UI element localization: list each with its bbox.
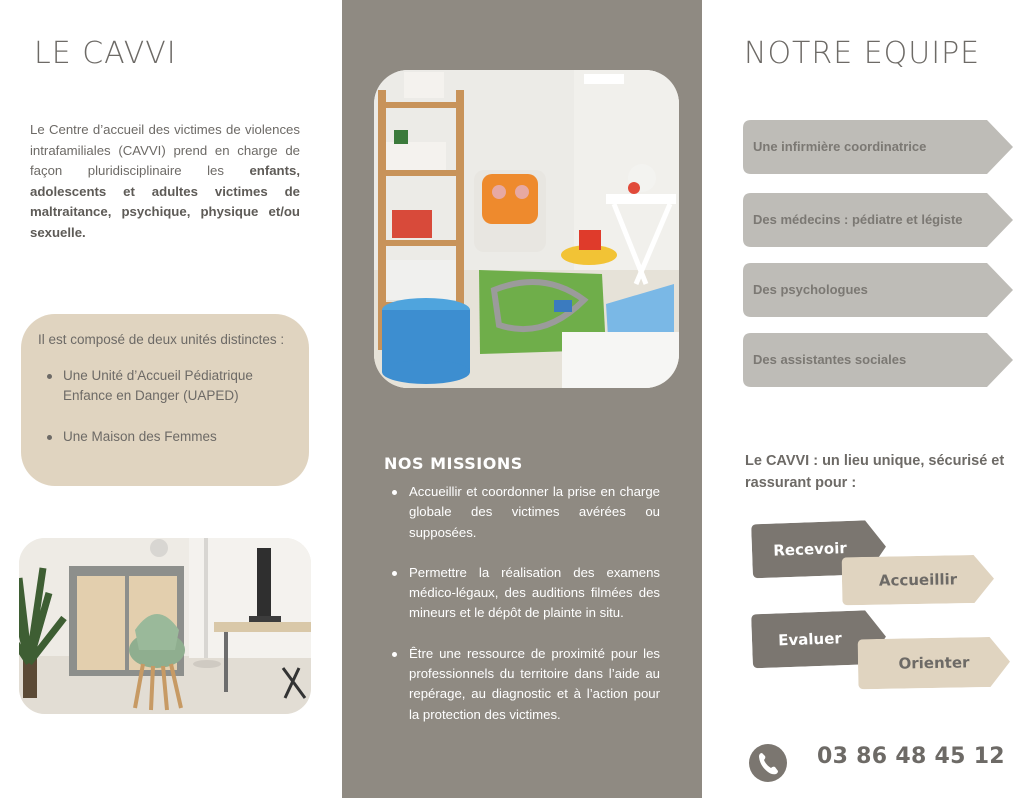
- left-panel-title: LE CAVVI: [34, 36, 177, 71]
- verb-tag-accueillir: [842, 555, 995, 606]
- missions-title: NOS MISSIONS: [384, 454, 523, 473]
- team-tag-label: Des psychologues: [753, 282, 868, 297]
- units-lead: Il est composé de deux unités distinctes :: [38, 332, 285, 347]
- verb-label-recevoir: Recevoir: [772, 539, 848, 560]
- office-photo-illustration: [19, 538, 311, 714]
- mission-item: Permettre la réalisation des examens médico-légaux, des auditions filmées des mineurs et le dépôt de plainte in situ.: [384, 563, 660, 624]
- missions-list: [384, 482, 660, 745]
- cavvi-intro: [30, 120, 300, 243]
- team-tag-psychologues: [743, 263, 1013, 317]
- lieu-statement: Le CAVVI : un lieu unique, sécurisé et rassurant pour :: [745, 453, 1005, 491]
- verb-label-evaluer: Evaluer: [777, 629, 843, 650]
- middle-panel: [342, 0, 702, 798]
- team-tag-label: Des médecins : pédiatre et légiste: [753, 212, 963, 227]
- verb-label-accueillir: Accueillir: [878, 570, 958, 590]
- team-tag-assistantes: [743, 333, 1013, 387]
- team-tag-medecins: [743, 193, 1013, 247]
- left-panel: [0, 0, 342, 798]
- team-tag-infirmiere: [743, 120, 1013, 174]
- team-tag-label: Des assistantes sociales: [753, 352, 907, 367]
- phone-glyph: [749, 744, 787, 782]
- office-photo: [19, 538, 311, 714]
- phone-icon: [749, 744, 787, 782]
- mission-item: Accueillir et coordonner la prise en charge globale des victimes avérées ou supposées.: [384, 482, 660, 543]
- right-panel-title: NOTRE EQUIPE: [744, 36, 981, 71]
- verb-tag-orienter: [858, 637, 1011, 690]
- team-tag-label: Une infirmière coordinatrice: [753, 139, 927, 154]
- intro-bold-text: enfants, adolescents et adultes victimes de maltraitance, psychique, physique et/ou sexuelle.: [30, 163, 300, 240]
- unit-item-uaped: Une Unité d’Accueil Pédiatrique Enfance en Danger (UAPED): [38, 366, 293, 406]
- phone-number: 03 86 48 45 12: [817, 744, 1005, 769]
- right-panel: [702, 0, 1024, 798]
- units-list: [38, 366, 293, 447]
- playroom-photo-illustration: [374, 70, 679, 388]
- verb-label-orienter: Orienter: [898, 653, 970, 673]
- unit-item-maison-femmes: Une Maison des Femmes: [38, 427, 293, 447]
- units-box: [21, 314, 309, 486]
- mission-item: Être une ressource de proximité pour les professionnels du territoire dans l’aide au repérage, au diagnostic et à l’action pour la protection des victimes.: [384, 644, 660, 725]
- playroom-photo: [374, 70, 679, 388]
- intro-text: Le Centre d’accueil des victimes de violences intrafamiliales (CAVVI) prend en charge de façon pluridisciplinaire les: [30, 122, 300, 178]
